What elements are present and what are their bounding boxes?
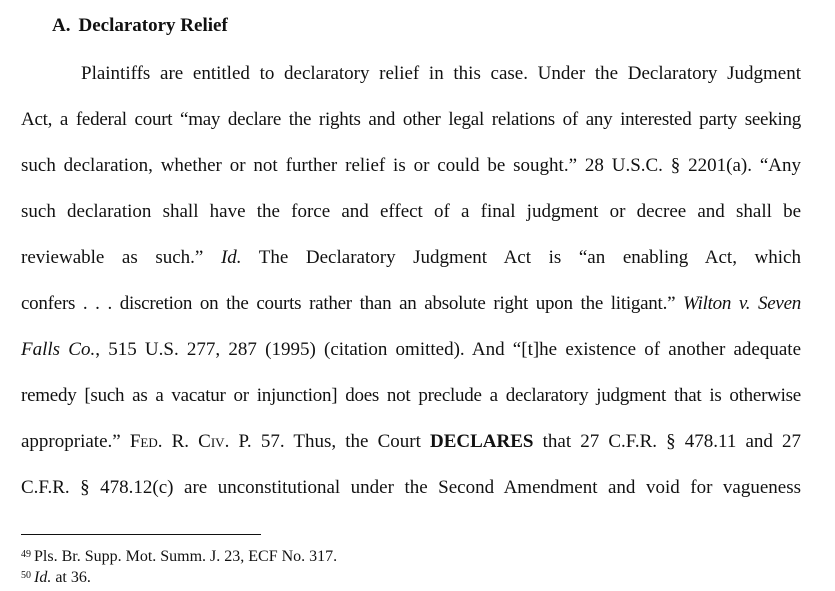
id-citation: Id. bbox=[220, 247, 242, 268]
footnote-number: 50 bbox=[21, 570, 31, 581]
body-line-6 bbox=[21, 292, 801, 316]
case-name-falls: Falls Co. bbox=[21, 339, 96, 360]
body-line-9-text-c: 57. Thus, the Court bbox=[260, 431, 421, 452]
body-line-4: such declaration shall have the force and effect of a final judgment or decree and shall be bbox=[21, 201, 801, 222]
section-letter: A. bbox=[52, 15, 71, 36]
body-line-8: remedy [such as a vacatur or injunction] does not preclude a declaratory judgment that is otherwise bbox=[21, 385, 801, 406]
section-title: Declaratory Relief bbox=[78, 15, 228, 36]
declares-emphasis: DECLARES bbox=[430, 431, 534, 452]
body-line-3: such declaration, whether or not further relief is or could be sought.” 28 U.S.C. § 2201(a). “Any bbox=[21, 155, 801, 176]
body-line-5-text-c: The Declaratory Judgment Act is “an enabling Act, which bbox=[258, 247, 801, 268]
footnote-text: Pls. Br. Supp. Mot. Summ. J. 23, ECF No. 317. bbox=[34, 548, 338, 565]
body-line-9-text-a: appropriate.” bbox=[21, 431, 121, 452]
body-line-1: Plaintiffs are entitled to declaratory relief in this case. Under the Declaratory Judgment bbox=[81, 63, 801, 84]
section-heading bbox=[52, 14, 228, 38]
body-line-5 bbox=[21, 246, 801, 270]
body-line-9 bbox=[21, 430, 801, 454]
body-line-6-text-a: confers . . . discretion on the courts rather than an absolute right upon the litigant.” bbox=[21, 293, 676, 314]
footnote-divider bbox=[21, 534, 261, 535]
footnote-50 bbox=[21, 568, 91, 588]
body-line-9-text-e: that 27 C.F.R. § 478.11 and 27 bbox=[542, 431, 802, 452]
footnote-49 bbox=[21, 547, 337, 567]
footnote-text: at 36. bbox=[55, 569, 91, 586]
case-name-wilton: Wilton v. Seven bbox=[683, 293, 802, 314]
footnote-number: 49 bbox=[21, 549, 31, 560]
body-line-2: Act, a federal court “may declare the rights and other legal relations of any interested party seeking bbox=[21, 109, 801, 130]
body-line-10: C.F.R. § 478.12(c) are unconstitutional under the Second Amendment and void for vagueness bbox=[21, 477, 801, 498]
body-line-7 bbox=[21, 338, 801, 362]
body-line-7-text-b: , 515 U.S. 277, 287 (1995) (citation omitted). And “[t]he existence of another adequate bbox=[95, 339, 802, 360]
footnote-id: Id. bbox=[34, 569, 52, 586]
rule-citation: Fed. R. Civ. P. bbox=[129, 431, 252, 452]
body-line-5-text-a: reviewable as such.” bbox=[21, 247, 204, 268]
